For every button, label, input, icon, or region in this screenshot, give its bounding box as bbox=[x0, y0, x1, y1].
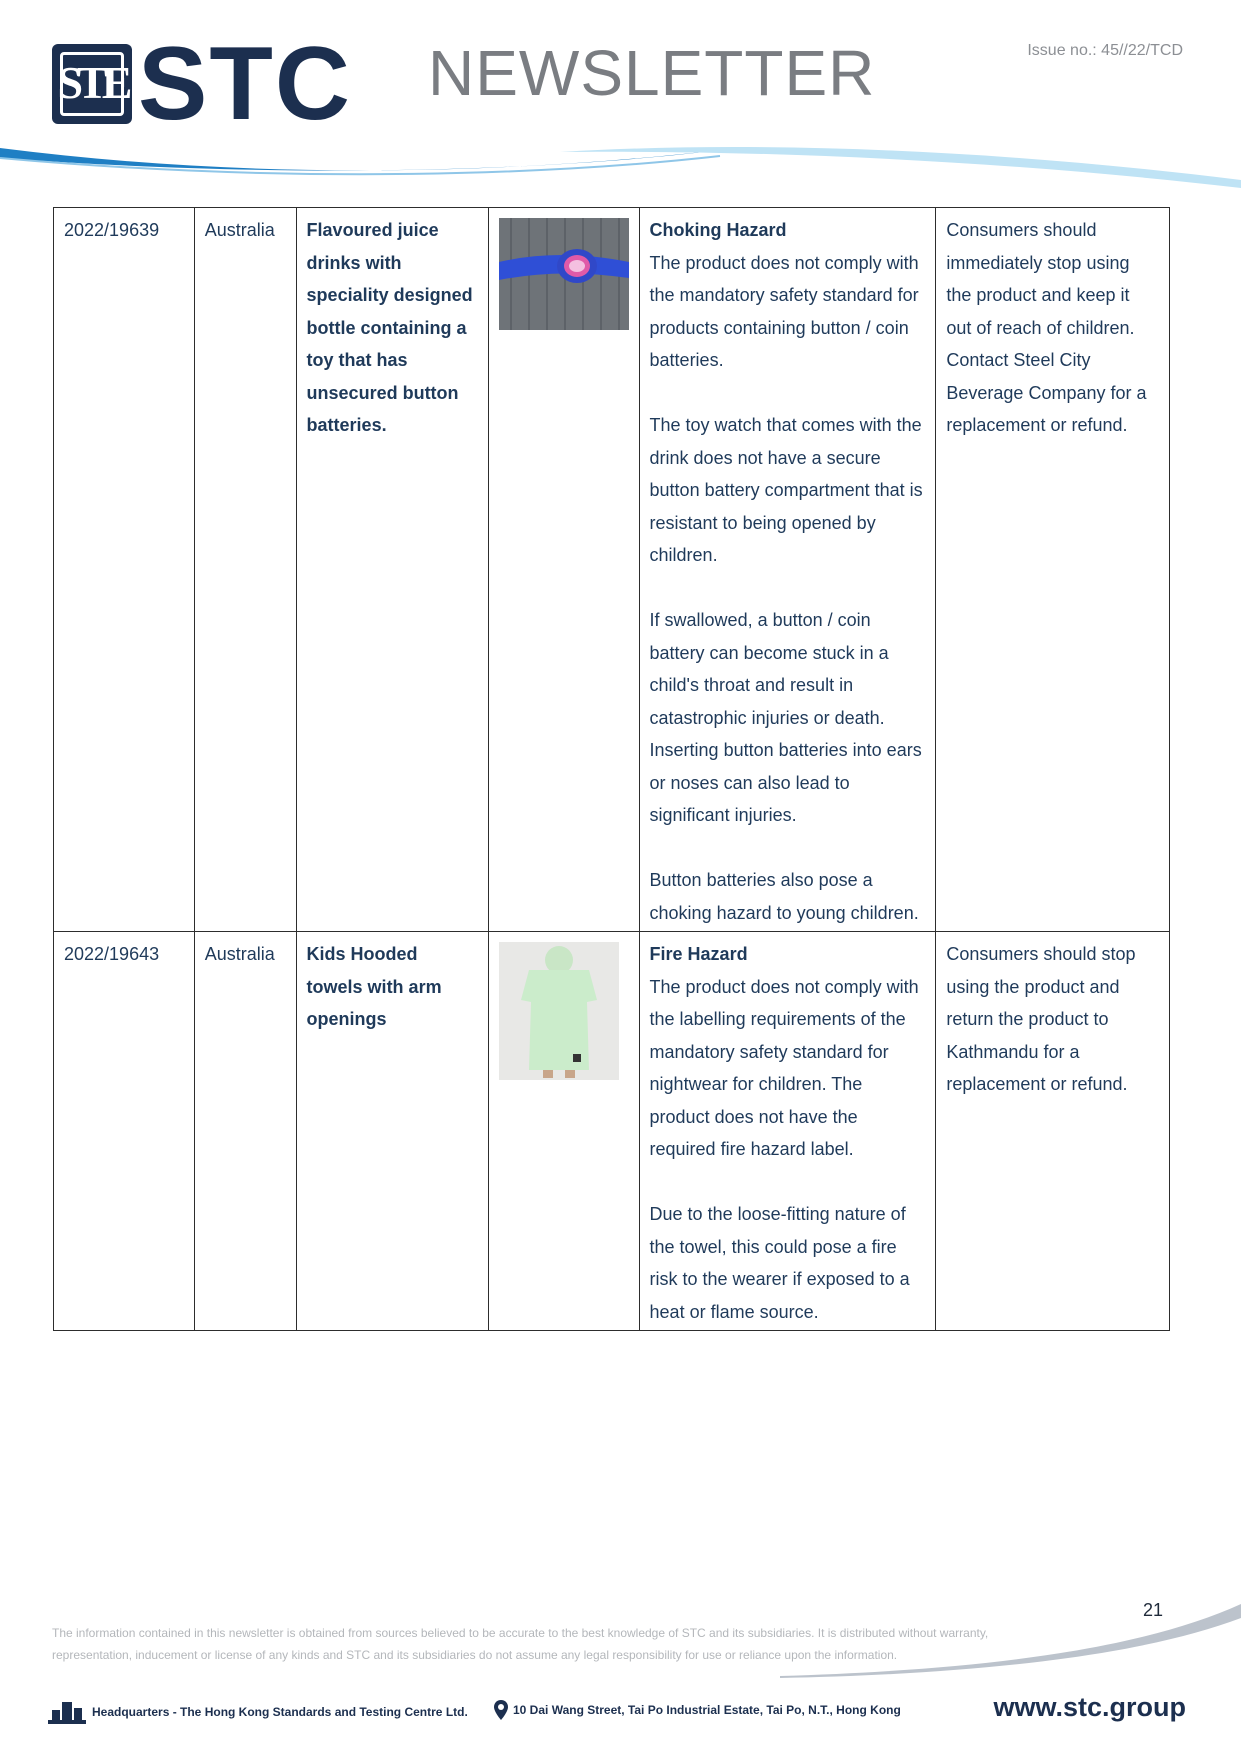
hazard-cell bbox=[639, 932, 936, 1331]
hazard-paragraph: The toy watch that comes with the drink does not have a secure button battery compartment that is resistant to being opened by children. bbox=[649, 415, 923, 565]
address-info bbox=[494, 1700, 901, 1720]
headquarters-text: Headquarters - The Hong Kong Standards and Testing Centre Ltd. bbox=[92, 1705, 468, 1719]
table-row bbox=[54, 208, 1170, 932]
image-cell bbox=[488, 932, 639, 1331]
product-cell: Flavoured juice drinks with speciality designed bottle containing a toy that has unsecured button batteries. bbox=[296, 208, 488, 932]
logo-wordmark: STC bbox=[138, 26, 352, 142]
location-pin-icon bbox=[494, 1700, 508, 1720]
product-cell: Kids Hooded towels with arm openings bbox=[296, 932, 488, 1331]
reference-cell: 2022/19643 bbox=[54, 932, 195, 1331]
table-row bbox=[54, 932, 1170, 1331]
action-cell: Consumers should immediately stop using the product and keep it out of reach of children. Contact Steel City Beverage Company for a replacement or refund. bbox=[936, 208, 1170, 932]
hazard-paragraph: Due to the loose-fitting nature of the towel, this could pose a fire risk to the wearer if exposed to a heat or flame source. bbox=[649, 1204, 910, 1322]
hazard-title: Choking Hazard bbox=[649, 220, 787, 240]
stc-logo bbox=[52, 26, 352, 142]
hazard-title: Fire Hazard bbox=[649, 944, 748, 964]
image-cell bbox=[488, 208, 639, 932]
hooded-towel-photo bbox=[499, 942, 619, 1080]
headquarters-info bbox=[48, 1700, 468, 1724]
hazard-paragraph: The product does not comply with the labelling requirements of the mandatory safety standard for nightwear for children. The product does not have the required fire hazard label. bbox=[649, 976, 919, 1159]
stc-logo-mark bbox=[52, 44, 132, 124]
header-wave-decoration bbox=[0, 140, 1241, 200]
hazard-paragraph: If swallowed, a button / coin battery can become stuck in a child's throat and result in catastrophic injuries or death. Inserting button batteries into ears or noses can also lead to significant injuries. bbox=[649, 610, 922, 825]
page-number: 21 bbox=[1143, 1600, 1164, 1620]
disclaimer: The information contained in this newsletter is obtained from sources believed to be accurate to the best knowledge of STC and its subsidiaries. It is distributed without warranty, representation, inducement or license of any kinds and STC and its subsidiaries do not assume any legal responsibility for use or reliance upon the information. bbox=[52, 1626, 989, 1662]
building-icon bbox=[48, 1700, 86, 1724]
hazard-paragraph: The product does not comply with the mandatory safety standard for products containing button / coin batteries. bbox=[649, 252, 919, 370]
hazard-paragraph: Button batteries also pose a choking hazard to young children. bbox=[649, 870, 919, 923]
newsletter-title: NEWSLETTER bbox=[428, 37, 876, 109]
address-text: 10 Dai Wang Street, Tai Po Industrial Estate, Tai Po, N.T., Hong Kong bbox=[513, 1703, 901, 1717]
website-link[interactable]: www.stc.group bbox=[993, 1692, 1186, 1722]
reference-cell: 2022/19639 bbox=[54, 208, 195, 932]
issue-number: Issue no.: 45//22/TCD bbox=[1027, 42, 1183, 59]
toy-watch-photo bbox=[499, 218, 629, 330]
action-cell: Consumers should stop using the product and return the product to Kathmandu for a replacement or refund. bbox=[936, 932, 1170, 1331]
country-cell: Australia bbox=[194, 208, 296, 932]
logo-glyph: STE bbox=[57, 57, 127, 108]
country-cell: Australia bbox=[194, 932, 296, 1331]
hazard-cell bbox=[639, 208, 936, 932]
recall-table bbox=[53, 207, 1170, 1331]
